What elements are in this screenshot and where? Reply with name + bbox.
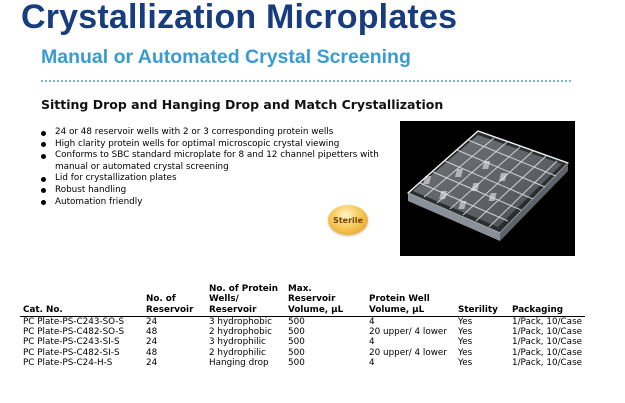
cell-max-volume: 500 <box>288 316 305 327</box>
cell-protein-volume: 20 upper/ 4 lower <box>369 327 447 338</box>
page-subtitle: Manual or Automated Crystal Screening <box>41 46 411 68</box>
cell-protein-wells: 3 hydrophilic <box>209 337 266 348</box>
feature-text: Conforms to SBC standard microplate for 8 and 12 channel pipetters with manual or automated crystal screening <box>55 150 379 172</box>
bullet-icon <box>41 188 46 193</box>
cell-cat-no: PC Plate-PS-C24-H-S <box>23 358 113 369</box>
cell-sterility: Yes <box>458 316 473 327</box>
col-protein-volume: Protein Well Volume, µL <box>366 284 455 316</box>
table-row <box>20 358 585 368</box>
cell-protein-volume: 4 <box>369 337 375 348</box>
cell-reservoir: 24 <box>146 316 158 327</box>
cell-packaging: 1/Pack, 10/Case <box>512 358 583 369</box>
section-heading: Sitting Drop and Hanging Drop and Match Crystallization <box>41 97 444 112</box>
cell-sterility: Yes <box>458 347 473 358</box>
cell-cat-no: PC Plate-PS-C243-SI-S <box>23 337 120 348</box>
feature-item <box>41 139 396 151</box>
feature-text: Robust handling <box>55 184 127 195</box>
cell-sterility: Yes <box>458 337 473 348</box>
table-row <box>20 337 585 347</box>
bullet-icon <box>41 131 46 136</box>
feature-text: High clarity protein wells for optimal microscopic crystal viewing <box>55 138 340 149</box>
product-photo <box>400 121 575 256</box>
cell-sterility: Yes <box>458 327 473 338</box>
feature-text: Lid for crystallization plates <box>55 173 177 184</box>
feature-item <box>41 150 396 173</box>
cell-reservoir: 48 <box>146 327 158 338</box>
cell-packaging: 1/Pack, 10/Case <box>512 347 583 358</box>
cell-max-volume: 500 <box>288 327 305 338</box>
cell-max-volume: 500 <box>288 347 305 358</box>
feature-text: 24 or 48 reservoir wells with 2 or 3 corresponding protein wells <box>55 127 334 137</box>
cell-packaging: 1/Pack, 10/Case <box>512 327 583 338</box>
catalog-table <box>20 284 585 368</box>
sterile-badge <box>328 205 368 235</box>
microplate-image <box>400 121 575 256</box>
cell-cat-no: PC Plate-PS-C482-SO-S <box>23 327 125 338</box>
cell-protein-volume: 20 upper/ 4 lower <box>369 347 447 358</box>
bullet-icon <box>41 154 46 159</box>
bullet-icon <box>41 142 46 147</box>
feature-item <box>41 185 396 197</box>
cell-max-volume: 500 <box>288 358 305 369</box>
feature-item <box>41 173 396 185</box>
cell-reservoir: 24 <box>146 358 158 369</box>
cell-protein-wells: Hanging drop <box>209 358 269 369</box>
col-reservoir: No. of Reservoir <box>143 284 206 316</box>
table-row <box>20 327 585 337</box>
cell-protein-volume: 4 <box>369 358 375 369</box>
col-max-volume: Max. Reservoir Volume, µL <box>285 284 366 316</box>
cell-protein-wells: 2 hydrophilic <box>209 347 266 358</box>
feature-list <box>41 127 396 208</box>
cell-protein-wells: 3 hydrophobic <box>209 316 272 327</box>
col-protein-wells: No. of Protein Wells/ Reservoir <box>206 284 285 316</box>
bullet-icon <box>41 177 46 182</box>
bullet-icon <box>41 200 46 205</box>
cell-cat-no: PC Plate-PS-C482-SI-S <box>23 347 120 358</box>
cell-protein-wells: 2 hydrophobic <box>209 327 272 338</box>
cell-max-volume: 500 <box>288 337 305 348</box>
col-packaging: Packaging <box>509 284 585 316</box>
cell-packaging: 1/Pack, 10/Case <box>512 316 583 327</box>
cell-sterility: Yes <box>458 358 473 369</box>
sterile-badge-label: Sterile <box>333 215 363 225</box>
table-header-row <box>20 284 585 316</box>
page-title: Crystallization Microplates <box>21 0 458 36</box>
feature-item <box>41 127 396 139</box>
table-row <box>20 316 585 327</box>
cell-reservoir: 48 <box>146 347 158 358</box>
feature-text: Automation friendly <box>55 196 143 207</box>
cell-cat-no: PC Plate-PS-C243-SO-S <box>23 316 125 327</box>
table-row <box>20 348 585 358</box>
col-sterility: Sterility <box>455 284 509 316</box>
cell-packaging: 1/Pack, 10/Case <box>512 337 583 348</box>
col-cat-no: Cat. No. <box>20 284 143 316</box>
cell-reservoir: 24 <box>146 337 158 348</box>
cell-protein-volume: 4 <box>369 316 375 327</box>
dotted-divider <box>41 80 571 82</box>
